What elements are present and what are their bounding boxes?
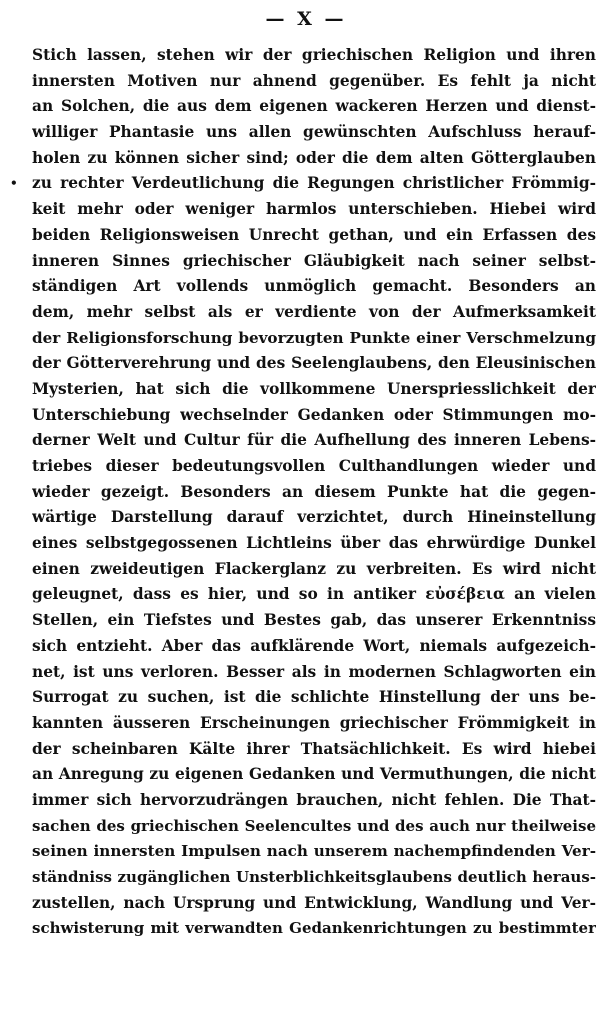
text-line: beiden Religionsweisen Unrecht gethan, und ein Erfassen des: [32, 225, 596, 244]
text-line: der scheinbaren Kälte ihrer Thatsächlichkeit. Es wird hiebei: [32, 739, 596, 758]
text-line: schwisterung mit verwandten Gedankenrichtungen zu bestimmter: [32, 919, 596, 938]
text-line: wärtige Darstellung darauf verzichtet, durch Hineinstellung: [32, 508, 596, 527]
text-line: immer sich hervorzudrängen brauchen, nicht fehlen. Die That-: [32, 790, 596, 809]
text-line: Stellen, ein Tiefstes und Bestes gab, das unserer Erkenntniss: [32, 611, 596, 630]
page-number-header: — X —: [265, 8, 347, 30]
text-line: an Anregung zu eigenen Gedanken und Vermuthungen, die nicht: [32, 765, 596, 784]
text-line: net, ist uns verloren. Besser als in modernen Schlagworten ein: [32, 662, 596, 681]
body-text: [32, 43, 596, 942]
text-line: ständigen Art vollends unmöglich gemacht. Besonders an: [32, 277, 596, 296]
text-line: zu rechter Verdeutlichung die Regungen christlicher Frömmig-: [32, 174, 596, 193]
text-line: der Götterverehrung und des Seelenglaubens, den Eleusinischen: [32, 354, 596, 373]
text-line: keit mehr oder weniger harmlos unterschieben. Hiebei wird: [32, 200, 596, 219]
text-line: triebes dieser bedeutungsvollen Culthandlungen wieder und: [32, 457, 596, 475]
text-line: einen zweideutigen Flackerglanz zu verbreiten. Es wird nicht: [32, 559, 596, 578]
text-line: seinen innersten Impulsen nach unserem nachempfindenden Ver-: [32, 842, 596, 861]
text-line: innersten Motiven nur ahnend gegenüber. Es fehlt ja nicht: [32, 71, 596, 90]
text-line: dem, mehr selbst als er verdiente von der Aufmerksamkeit: [32, 302, 596, 321]
text-line: holen zu können sicher sind; oder die dem alten Götterglauben: [32, 148, 596, 167]
text-line: kannten äusseren Erscheinungen griechischer Frömmigkeit in: [32, 713, 596, 732]
margin-mark: •: [10, 176, 18, 190]
text-line: geleugnet, dass es hier, und so in antiker εὐσέβεια an vielen: [32, 585, 596, 604]
text-line: eines selbstgegossenen Lichtleins über das ehrwürdige Dunkel: [32, 534, 596, 553]
text-line: Unterschiebung wechselnder Gedanken oder Stimmungen mo-: [32, 405, 596, 424]
text-line: Surrogat zu suchen, ist die schlichte Hinstellung der uns be-: [32, 688, 596, 707]
text-line: der Religionsforschung bevorzugten Punkte einer Verschmelzung: [32, 328, 596, 347]
text-line: williger Phantasie uns allen gewünschten Aufschluss herauf-: [32, 123, 596, 142]
text-line: Mysterien, hat sich die vollkommene Unerspriesslichkeit der: [32, 379, 596, 398]
text-line: ständniss zugänglichen Unsterblichkeitsglaubens deutlich heraus-: [32, 868, 596, 886]
text-line: wieder gezeigt. Besonders an diesem Punkte hat die gegen-: [32, 482, 596, 501]
text-line: sachen des griechischen Seelencultes und des auch nur theilweise: [32, 816, 596, 835]
text-line: zustellen, nach Ursprung und Entwicklung, Wandlung und Ver-: [32, 893, 596, 912]
text-line: sich entzieht. Aber das aufklärende Wort, niemals aufgezeich-: [32, 636, 596, 655]
text-line: an Solchen, die aus dem eigenen wackeren Herzen und dienst-: [32, 97, 596, 116]
text-line: Stich lassen, stehen wir der griechischen Religion und ihren: [32, 46, 596, 64]
text-line: inneren Sinnes griechischer Gläubigkeit nach seiner selbst-: [32, 251, 596, 270]
text-line: derner Welt und Cultur für die Aufhellung des inneren Lebens-: [32, 431, 596, 450]
